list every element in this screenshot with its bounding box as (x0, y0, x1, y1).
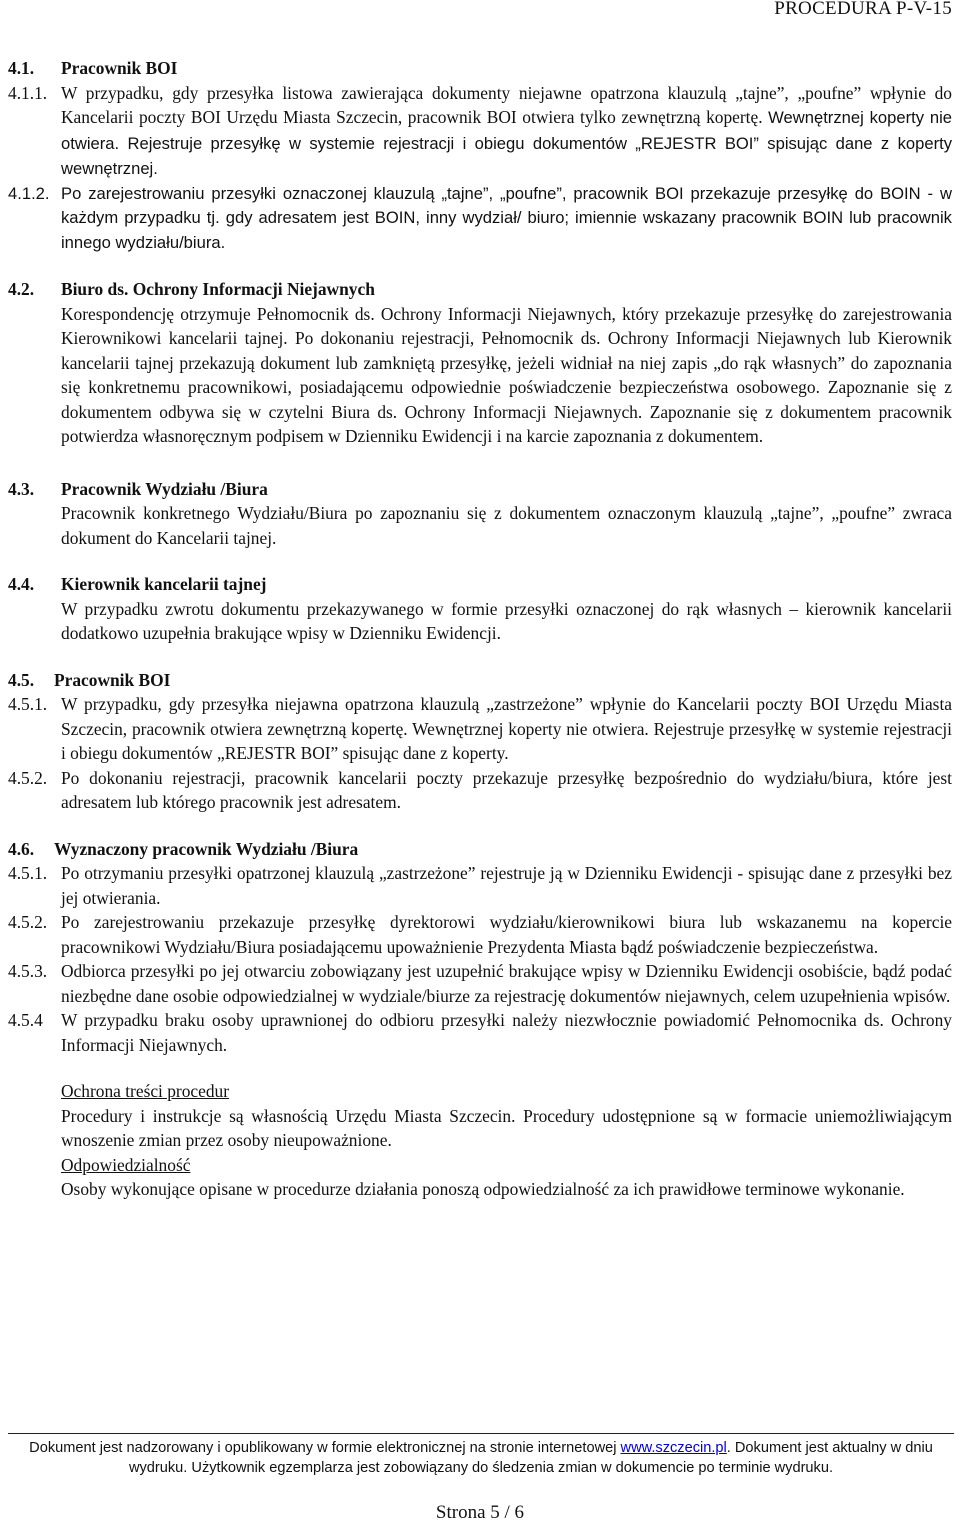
paragraph-number: 4.5.3. (8, 961, 48, 981)
section-title-cont: Ochrony Informacji Niejawnych (132, 279, 375, 299)
note-text-content-protection: Procedury i instrukcje są własnością Urzędu Miasta Szczecin. Procedury udostępnione są w formacie uniemożliwiającym wnoszenie zmian przez osoby nieupoważnione. (61, 1105, 952, 1150)
section-4-2-body: Korespondencję otrzymuje Pełnomocnik ds. Ochrony Informacji Niejawnych, który przekazuje przesyłkę do zarejestrowania Kierownikowi kancelarii tajnej. Po dokonaniu rejestracji, Pełnomocnik ds. Ochrony Informacji Niejawnych lub Kierownik kancelarii tajnej przekazują dokument lub zamkniętą przesyłkę, jeżeli widniał na niej zapis „do rąk własnych” do zapoznania się konkretnemu pracownikowi, posiadającemu odpowiednie poświadczenie bezpieczeństwa osobowego. Zapoznanie się z dokumentem odbywa się w czytelni Biura ds. Ochrony Informacji Niejawnych. Zapoznanie się z dokumentem pracownik potwierdza własnoręcznym podpisem w Dzienniku Ewidencji i na karcie zapoznania z dokumentem. (61, 303, 952, 446)
paragraph-4-1-2 (8, 182, 952, 256)
section-number: 4.6. (8, 838, 35, 859)
paragraph-4-5-1 (8, 692, 952, 766)
footer-divider (8, 1433, 954, 1434)
paragraph-text: W przypadku, gdy przesyłka listowa zawierająca dokumenty niejawne opatrzona klauzulą „tajne”, „poufne” wpłynie do Kancelarii poczty BOI Urzędu Miasta Szczecin, pracownik BOI otwiera tylko zewnętrzną kopertę. (61, 82, 952, 127)
section-4-4-heading (8, 572, 952, 597)
footer-text: Dokument jest nadzorowany i opublikowany w formie elektronicznej na stronie internetowej (29, 1440, 621, 1456)
note-text-responsibility: Osoby wykonujące opisane w procedurze działania ponoszą odpowiedzialność za ich prawidłowe terminowe wykonanie. (61, 1179, 905, 1199)
paragraph-4-6-3 (8, 959, 952, 1008)
paragraph-text: Po dokonaniu rejestracji, pracownik kancelarii poczty przekazuje przesyłkę bezpośrednio do wydziału/biura, które jest adresatem lub którego pracownik jest adresatem. (61, 767, 952, 812)
section-number: 4.2. (8, 279, 35, 299)
footer-text-cont: . Dokument jest aktualny w dniu wydruku. Użytkownik egzemplarza jest zobowiązany do śledzenia zmian w dokumencie po terminie wydruku. (128, 1440, 933, 1476)
section-title: Kierownik kancelarii tajnej (61, 574, 267, 594)
section-4-3-heading (8, 477, 952, 502)
procedure-header: PROCEDURA P-V-15 (774, 0, 952, 19)
section-4-6-heading (8, 837, 952, 862)
section-title: Biuro ds. (61, 279, 129, 299)
section-4-4-body: W przypadku zwrotu dokumentu przekazywanego w formie przesyłki oznaczonej do rąk własnych – kierownik kancelarii dodatkowo uzupełnia brakujące wpisy w Dzienniku Ewidencji. (61, 598, 952, 643)
paragraph-number: 4.5.2. (8, 767, 48, 788)
section-4-5-heading (8, 668, 952, 693)
paragraph-text: Po zarejestrowaniu przekazuje przesyłkę dyrektorowi wydziału/kierownikowi biura lub wskazanemu na kopercie pracownikowi Wydziału/Biura posiadającemu upoważnienie Prezydenta Miasta bądź poświadczenie bezpieczeństwa. (61, 912, 952, 957)
paragraph-text-sans: Po zarejestrowaniu przesyłki oznaczonej klauzulą „tajne”, „poufne”, pracownik BOI przekazuje przesyłkę do BOIN - w każdym przypadku tj. (61, 183, 952, 227)
paragraph-text: W przypadku, gdy przesyłka niejawna opatrzona klauzulą „zastrzeżone” wpłynie do Kancelarii poczty BOI Urzędu Miasta Szczecin, pracownik otwiera zewnętrzną kopertę. Wewnętrznej koperty nie otwiera. Rejestruje przesyłkę w systemie rejestracji i obiegu dokumentów „REJESTR BOI” spisując dane z koperty. (61, 694, 952, 763)
paragraph-number: 4.1.1. (8, 82, 48, 103)
section-4-3-body: Pracownik konkretnego Wydziału/Biura po zapoznaniu się z dokumentem oznaczonym klauzulą „tajne”, „poufne” zwraca dokument do Kancelarii tajnej. (61, 503, 952, 548)
note-heading-responsibility: Odpowiedzialność (61, 1154, 191, 1175)
page-number: Strona 5 / 6 (435, 1502, 525, 1523)
paragraph-text: W przypadku braku osoby uprawnionej do odbioru przesyłki należy niezwłocznie powiadomić Pełnomocnika ds. Ochrony Informacji Niejawnych. (61, 1010, 952, 1055)
note-heading-content-protection: Ochrona treści procedur (61, 1081, 230, 1101)
section-number: 4.4. (8, 574, 35, 594)
paragraph-number: 4.1.2. (8, 183, 50, 203)
section-title: Pracownik BOI (61, 58, 178, 78)
paragraph-4-5-2 (8, 766, 952, 815)
paragraph-number: 4.5.4 (8, 1010, 43, 1030)
section-title: Wyznaczony pracownik Wydziału /Biura (54, 838, 359, 859)
paragraph-number: 4.5.1. (8, 694, 48, 714)
section-4-2-heading (8, 277, 952, 302)
paragraph-4-1-1 (8, 81, 952, 182)
section-4-1-heading (8, 56, 952, 81)
website-link[interactable]: www.szczecin.pl (620, 1440, 727, 1456)
paragraph-text: Odbiorca przesyłki po jej otwarciu zobowiązany jest uzupełnić brakujące wpisy w Dzienniku Ewidencji osobiście, bądź podać niezbędne dane osobie odpowiedzialnej w wydziale/biurze za rejestrację dokumentów niejawnych, celem uzupełnienia wpisów. (61, 961, 952, 1006)
section-number: 4.5. (8, 669, 35, 690)
paragraph-number: 4.5.2. (8, 912, 48, 932)
section-title: Pracownik BOI (54, 669, 171, 690)
paragraph-4-6-4 (8, 1008, 952, 1057)
paragraph-text-sans-2: gdy adresatem jest BOIN, inny wydział/ biuro; imiennie wskazany pracownik BOIN lub pracownik innego wydziału/biura. (61, 208, 952, 252)
section-number: 4.1. (8, 58, 35, 78)
paragraph-4-6-1 (8, 861, 952, 910)
footer-notice (8, 1438, 954, 1478)
document-body (8, 56, 952, 1202)
section-title: Pracownik Wydziału /Biura (61, 478, 268, 499)
paragraph-number: 4.5.1. (8, 863, 48, 883)
paragraph-text-sans: Wewnętrznej koperty nie otwiera. Rejestruje przesyłkę w systemie rejestracji i obiegu dokumentów „REJESTR BOI” spisując dane z koperty wewnętrznej. (61, 108, 952, 178)
section-number: 4.3. (8, 478, 35, 499)
paragraph-text: Po otrzymaniu przesyłki opatrzonej klauzulą „zastrzeżone” rejestruje ją w Dzienniku Ewidencji - spisując dane z przesyłki bez jej otwierania. (61, 863, 952, 908)
paragraph-4-6-2 (8, 910, 952, 959)
